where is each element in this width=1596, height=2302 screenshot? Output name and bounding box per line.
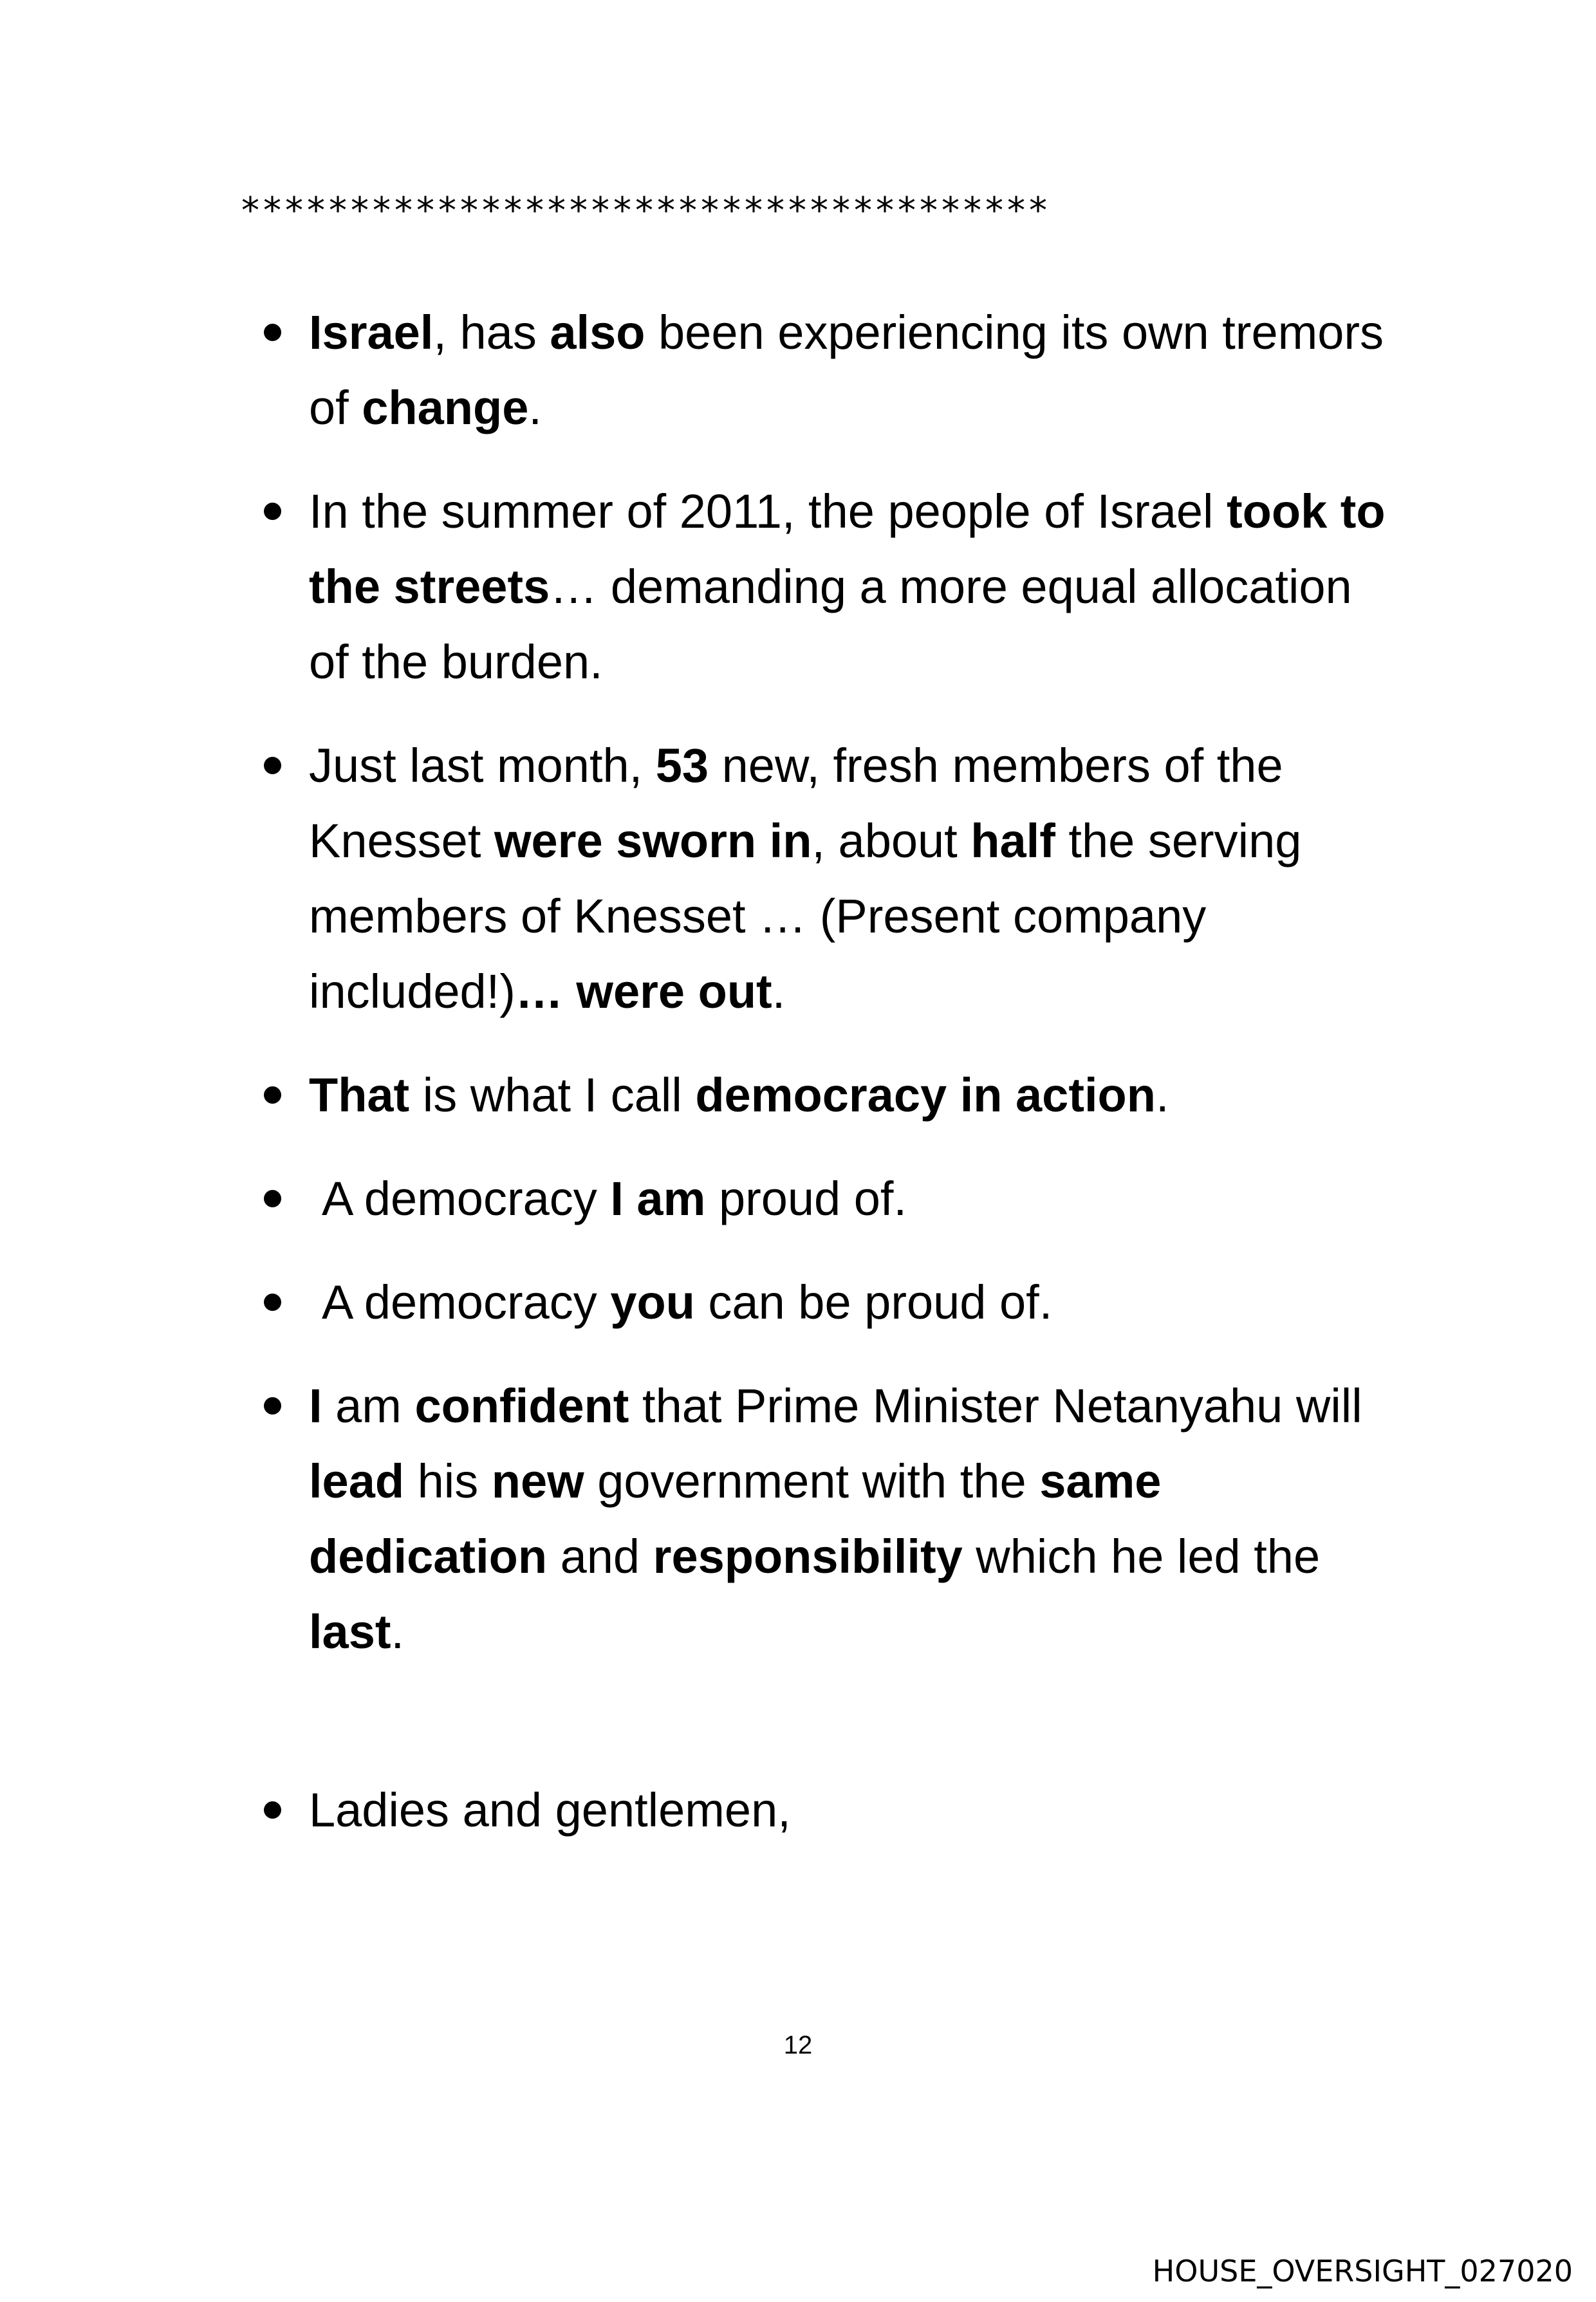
bullet-item	[264, 1265, 1390, 1340]
bullet-text	[309, 1068, 1169, 1122]
text-run: Ladies and gentlemen,	[309, 1783, 791, 1837]
text-run: which he led the	[962, 1530, 1321, 1583]
bullet-text	[309, 1172, 907, 1225]
bullet-item	[264, 474, 1390, 700]
text-run: is what I call	[409, 1068, 696, 1122]
bold-text-run: That	[309, 1068, 410, 1122]
bullet-text	[309, 739, 1301, 1018]
text-run: .	[391, 1605, 405, 1658]
text-run: the serving members of Knesset … (Present company included!)	[309, 814, 1302, 1018]
text-run: proud of.	[705, 1172, 907, 1225]
text-run: … demanding a more equal allocation of the burden.	[309, 560, 1352, 689]
text-run: am	[322, 1379, 415, 1433]
bold-text-run: Israel	[309, 306, 434, 359]
text-run: , has	[433, 306, 550, 359]
bold-text-run: were sworn in	[494, 814, 812, 868]
bullet-item	[264, 1057, 1390, 1133]
bold-text-run: I	[309, 1379, 322, 1433]
text-run: government with the	[584, 1454, 1040, 1508]
text-run: In the summer of 2011, the people of Israel	[309, 485, 1227, 538]
asterisk-divider: *************************************	[241, 190, 1051, 232]
bullet-text	[309, 1783, 791, 1837]
bullet-text	[309, 1276, 1052, 1329]
text-run: Just last month,	[309, 739, 656, 792]
bullet-item	[264, 1368, 1390, 1669]
bullet-item	[264, 1772, 1390, 1848]
bold-text-run: … were out	[515, 965, 772, 1018]
bold-text-run: democracy in action	[695, 1068, 1156, 1122]
text-run: can be proud of.	[694, 1276, 1053, 1329]
bullet-text	[309, 306, 1384, 434]
text-run: .	[1155, 1068, 1169, 1122]
bold-text-run: you	[610, 1276, 695, 1329]
bold-text-run: new	[491, 1454, 584, 1508]
bold-text-run: change	[362, 381, 529, 434]
bullet-item	[264, 1161, 1390, 1236]
text-run: .	[772, 965, 786, 1018]
bold-text-run: last	[309, 1605, 391, 1658]
bullet-text	[309, 485, 1386, 689]
bold-text-run: responsibility	[653, 1530, 963, 1583]
bullet-text	[309, 1379, 1362, 1658]
bullet-item	[264, 295, 1390, 445]
bold-text-run: lead	[309, 1454, 405, 1508]
bold-text-run: half	[970, 814, 1055, 868]
page-number: 12	[783, 2031, 813, 2059]
text-run: been experiencing its own tremors of	[309, 306, 1384, 434]
bold-text-run: also	[550, 306, 645, 359]
text-run: A democracy	[322, 1172, 611, 1225]
bullet-item	[264, 728, 1390, 1029]
bold-text-run: took to the streets	[309, 485, 1386, 613]
bold-text-run: same dedication	[309, 1454, 1162, 1583]
text-run: and	[547, 1530, 653, 1583]
text-run: , about	[812, 814, 971, 868]
bold-text-run: confident	[414, 1379, 629, 1433]
text-run: A democracy	[322, 1276, 611, 1329]
text-run: new, fresh members of the Knesset	[309, 739, 1283, 868]
bold-text-run: 53	[655, 739, 709, 792]
text-run: .	[528, 381, 542, 434]
bold-text-run: I am	[610, 1172, 706, 1225]
text-run: that Prime Minister Netanyahu will	[629, 1379, 1362, 1433]
text-run: his	[404, 1454, 492, 1508]
bullet-list	[264, 295, 1390, 1876]
document-id: HOUSE_OVERSIGHT_027020	[1152, 2254, 1573, 2288]
